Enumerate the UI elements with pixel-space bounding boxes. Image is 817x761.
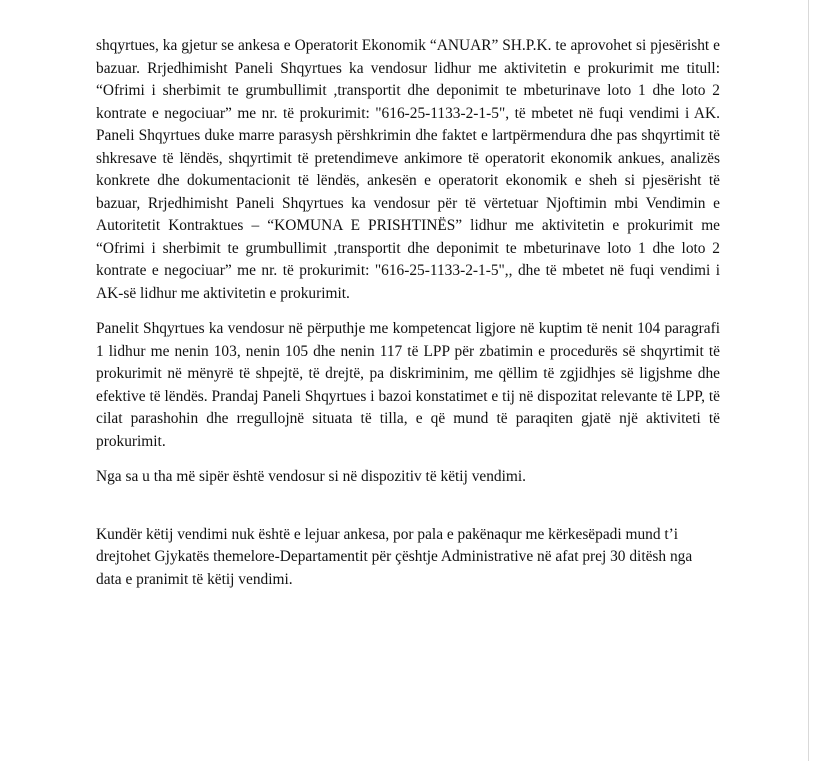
paragraph-decision-summary: shqyrtues, ka gjetur se ankesa e Operatorit Ekonomik “ANUAR” SH.P.K. te aprovohet si pjesërisht e bazuar. Rrjedhimisht Paneli Shqyrtues ka vendosur lidhur me aktivitetin e prokurimit me titull: “Ofrimi i sherbimit te grumbullimit ,transportit dhe deponimit te mbeturinave loto 1 dhe loto 2 kontrate e negociuar” me nr. të prokurimit: "616-25-1133-2-1-5", të mbetet në fuqi vendimi i AK. Paneli Shqyrtues duke marre parasysh përshkrimin dhe faktet e lartpërmendura dhe pas shqyrtimit të shkresave të lëndës, shqyrtimit të pretendimeve ankimore të operatorit ekonomik ankues, analizës konkrete dhe dokumentacionit të lëndës, ankesën e operatorit ekonomik e sheh si pjesërisht të bazuar, Rrjedhimisht Paneli Shqyrtues ka vendosur për të vërtetuar Njoftimin mbi Vendimin e Autoritetit Kontraktues – “KOMUNA E PRISHTINËS” lidhur me aktivitetin e prokurimit me “Ofrimi i sherbimit te grumbullimit ,transportit dhe deponimit te mbeturinave loto 1 dhe loto 2 kontrate e negociuar” me nr. të prokurimit: "616-25-1133-2-1-5",, dhe të mbetet në fuqi vendimi i AK-së lidhur me aktivitetin e prokurimit. [96, 37, 720, 302]
paragraph-appeal-notice: Kundër këtij vendimi nuk është e lejuar ankesa, por pala e pakënaqur me kërkesëpadi mund t’i drejtohet Gjykatës themelore-Departamentit për çështje Administrative në afat prej 30 ditësh nga data e pranimit të këtij vendimi. [96, 525, 693, 588]
paragraph-conclusion: Nga sa u tha më sipër është vendosur si në dispozitiv të këtij vendimi. [96, 468, 526, 485]
document-body [96, 35, 720, 591]
paragraph-legal-basis: Panelit Shqyrtues ka vendosur në përputhje me kompetencat ligjore në kuptim të nenit 104 paragrafi 1 lidhur me nenin 103, nenin 105 dhe nenin 117 të LPP për zbatimin e procedurës së shqyrtimit të prokurimit në mënyrë të shpejtë, të drejtë, pa diskriminim, me qëllim të zgjidhjes së ligjshme dhe efektive të lëndës. Prandaj Paneli Shqyrtues i bazoi konstatimet e tij në dispozitat relevante të LPP, të cilat parashohin dhe rregullojnë situata të tilla, e që mund të paraqiten gjatë një aktiviteti të prokurimit. [96, 320, 720, 450]
